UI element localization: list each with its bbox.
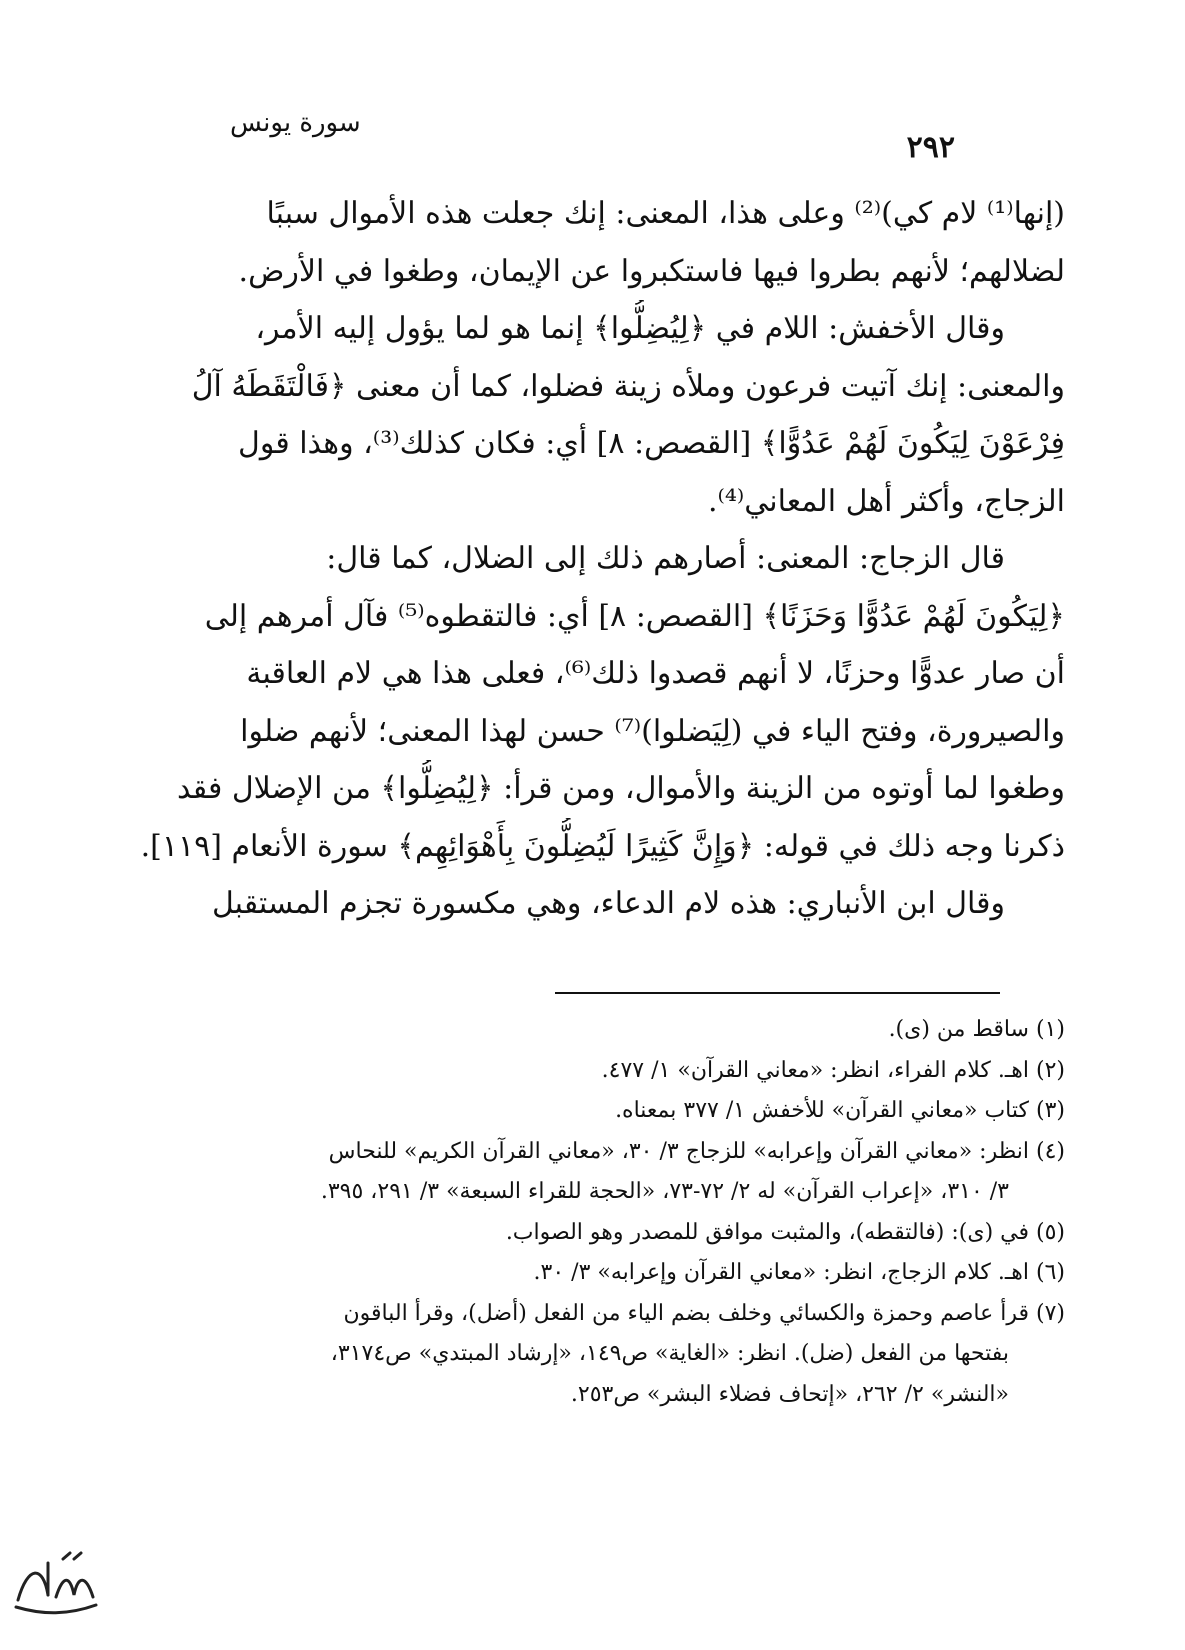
watermark-logo (8, 1545, 103, 1625)
body-line: فِرْعَوْنَ لِيَكُونَ لَهُمْ عَدُوًّا﴾ [القصص: ٨] أي: فكان كذلك⁽³⁾، وهذا قول (238, 426, 1065, 461)
body-line: والمعنى: إنك آتيت فرعون وملأه زينة فضلوا، كما أن معنى ﴿فَالْتَقَطَهُ آلُ (191, 368, 1065, 404)
footnote-line: (٤) انظر: «معاني القرآن وإعرابه» للزجاج ٣/ ٣٠، «معاني القرآن الكريم» للنحاس (328, 1138, 1065, 1164)
page-number: ٢٩٢ (906, 130, 955, 165)
body-line: لضلالهم؛ لأنهم بطروا فيها فاستكبروا عن الإيمان، وطغوا في الأرض. (238, 253, 1065, 289)
footnote-line: (١) ساقط من (ى). (888, 1017, 1065, 1042)
body-line: ﴿لِيَكُونَ لَهُمْ عَدُوًّا وَحَزَنًا﴾ [القصص: ٨] أي: فالتقطوه⁽⁵⁾ فآل أمرهم إلى (204, 598, 1065, 634)
footnote-line: ٣/ ٣١٠، «إعراب القرآن» له ٢/ ٧٢-٧٣، «الحجة للقراء السبعة» ٣/ ٢٩١، ٣٩٥. (320, 1179, 1009, 1204)
body-line: (إنها⁽¹⁾ لام كي)⁽²⁾ وعلى هذا، المعنى: إنك جعلت هذه الأموال سببًا (266, 196, 1065, 231)
footnote-line: (٥) في (ى): (فالتقطه)، والمثبت موافق للمصدر وهو الصواب. (505, 1219, 1065, 1245)
body-line: وطغوا لما أوتوه من الزينة والأموال، ومن قرأ: ﴿لِيُضِلُّوا﴾ من الإضلال فقد (177, 771, 1065, 806)
main-text-body (120, 185, 1065, 933)
body-line: أن صار عدوًّا وحزنًا، لا أنهم قصدوا ذلك⁽⁶⁾، فعلى هذا هي لام العاقبة (246, 656, 1065, 691)
running-title: سورة يونس (230, 108, 361, 138)
footnote-line: (٣) كتاب «معاني القرآن» للأخفش ١/ ٣٧٧ بمعناه. (615, 1098, 1065, 1123)
body-line: والصيرورة، وفتح الياء في (لِيَضلوا)⁽⁷⁾ حسن لهذا المعنى؛ لأنهم ضلوا (240, 713, 1065, 749)
body-line: ذكرنا وجه ذلك في قوله: ﴿وَإِنَّ كَثِيرًا لَيُضِلُّونَ بِأَهْوَائِهِم﴾ سورة الأنعام [١١٩]. (140, 828, 1065, 864)
footnote-line: (٧) قرأ عاصم وحمزة والكسائي وخلف بضم الياء من الفعل (أضل)، وقرأ الباقون (343, 1300, 1065, 1326)
footnote-line: (٢) اهـ. كلام الفراء، انظر: «معاني القرآن» ١/ ٤٧٧. (601, 1057, 1065, 1083)
body-line: وقال الأخفش: اللام في ﴿لِيُضِلُّوا﴾ إنما هو لما يؤول إليه الأمر، (255, 311, 1005, 346)
footnote-line: «النشر» ٢/ ٢٦٢، «إتحاف فضلاء البشر» ص٢٥٣. (570, 1381, 1009, 1407)
footnote-line: (٦) اهـ. كلام الزجاج، انظر: «معاني القرآن وإعرابه» ٣/ ٣٠. (533, 1260, 1065, 1285)
body-line: الزجاج، وأكثر أهل المعاني⁽⁴⁾. (707, 483, 1065, 519)
body-line: قال الزجاج: المعنى: أصارهم ذلك إلى الضلال، كما قال: (326, 541, 1005, 576)
footnotes (120, 1010, 1065, 1415)
body-line: وقال ابن الأنباري: هذه لام الدعاء، وهي مكسورة تجزم المستقبل (211, 886, 1005, 921)
footnote-line: بفتحها من الفعل (ضل). انظر: «الغاية» ص١٤٩، «إرشاد المبتدي» ص٣١٧٤، (330, 1341, 1009, 1366)
page-header (120, 100, 1065, 165)
footnote-divider (555, 992, 1000, 994)
